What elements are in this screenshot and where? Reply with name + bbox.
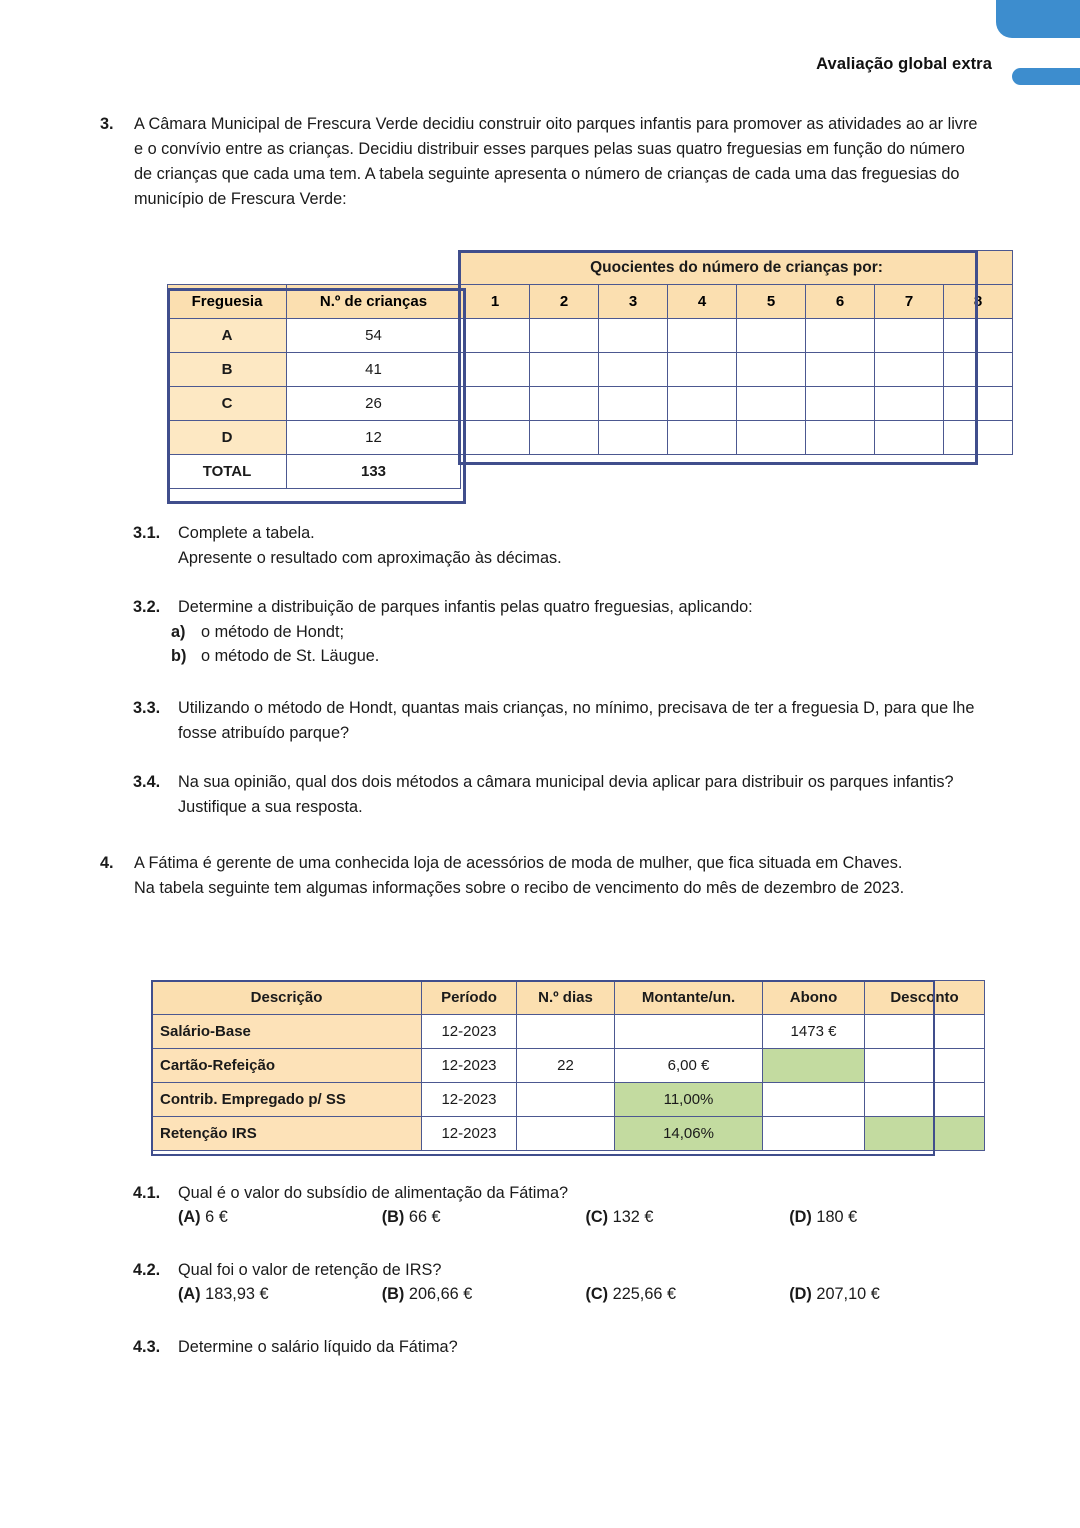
question-3-2 [133,595,993,669]
cell-montante-cartao-refeicao: 6,00 € [615,1049,763,1083]
cell-montante-retencao-irs: 14,06% [615,1117,763,1151]
cell-a-q7[interactable] [875,319,944,353]
column-header-descricao: Descrição [152,981,422,1015]
cell-c-q2[interactable] [530,387,599,421]
cell-b-q2[interactable] [530,353,599,387]
cell-c-q1[interactable] [461,387,530,421]
column-header-freguesia: Freguesia [168,285,287,319]
list-item [133,620,993,644]
cell-desconto-contrib-ss[interactable] [865,1083,985,1117]
decorative-blue-block-top [996,0,1080,38]
cell-b-q5[interactable] [737,353,806,387]
cell-dias-retencao-irs[interactable] [517,1117,615,1151]
option-key-b: (B) [381,1284,405,1303]
option-value-c: 132 € [612,1207,654,1226]
cell-d-q2[interactable] [530,421,599,455]
cell-d-q5[interactable] [737,421,806,455]
column-header-q3: 3 [599,285,668,319]
question-4-2-options [133,1285,993,1304]
table-row-header [152,981,985,1015]
option-key-c: (C) [585,1284,609,1303]
option-4-1-b[interactable] [382,1208,586,1227]
decorative-blue-bar [1012,68,1080,85]
option-value-c: 225,66 € [612,1284,677,1303]
cell-descricao-cartao-refeicao: Cartão-Refeição [152,1049,422,1083]
question-3-2-line-1: Determine a distribuição de parques infantis pelas quatro freguesias, aplicando: [178,598,753,616]
empty-corner-cell-1 [168,251,287,285]
table-row [168,387,1013,421]
option-key-c: (C) [585,1207,609,1226]
question-3-2-options [133,620,993,669]
cell-freguesia-b: B [168,353,287,387]
column-header-q6: 6 [806,285,875,319]
option-4-2-d[interactable] [789,1285,993,1304]
cell-criancas-a: 54 [287,319,461,353]
option-value-b: 66 € [408,1207,441,1226]
question-4-intro [100,851,985,901]
column-header-dias: N.º dias [517,981,615,1015]
cell-c-q8[interactable] [944,387,1013,421]
cell-a-q5[interactable] [737,319,806,353]
table-row-header [168,285,1013,319]
option-4-2-c[interactable] [586,1285,790,1304]
cell-periodo-salario-base: 12-2023 [422,1015,517,1049]
cell-abono-retencao-irs[interactable] [763,1117,865,1151]
cell-a-q4[interactable] [668,319,737,353]
cell-freguesia-d: D [168,421,287,455]
question-3-2-number: 3.2. [133,598,161,616]
question-4-text-1: A Fátima é gerente de uma conhecida loja de acessórios de moda de mulher, que fica situada em Chaves. [134,854,903,872]
question-4-3 [133,1335,993,1360]
question-4-1-number: 4.1. [133,1184,161,1202]
question-3-1 [133,521,993,571]
page-header-title: Avaliação global extra [816,55,992,73]
cell-freguesia-a: A [168,319,287,353]
cell-descricao-salario-base: Salário-Base [152,1015,422,1049]
recibo-table-container [151,980,985,1151]
option-value-d: 207,10 € [816,1284,880,1303]
cell-freguesia-c: C [168,387,287,421]
cell-montante-contrib-ss: 11,00% [615,1083,763,1117]
question-4-1 [133,1181,993,1227]
cell-criancas-d: 12 [287,421,461,455]
question-3-4-number: 3.4. [133,773,161,791]
cell-a-q2[interactable] [530,319,599,353]
column-header-criancas: N.º de crianças [287,285,461,319]
column-header-abono: Abono [763,981,865,1015]
cell-b-q8[interactable] [944,353,1013,387]
quocientes-table-container [167,250,1013,489]
sub-item-text-a: o método de Hondt; [201,622,345,641]
question-3-intro [100,112,980,212]
option-key-b: (B) [381,1207,405,1226]
option-value-a: 183,93 € [205,1284,269,1303]
question-3-text: A Câmara Municipal de Frescura Verde decidiu construir oito parques infantis para promover as atividades ao ar livre e o convívio entre as crianças. Decidiu distribuir esses parques pelas suas quatro freguesias em função do número de crianças que cada uma tem. A tabela seguinte apresenta o número de crianças de cada uma das freguesias do município de Frescura Verde: [134,115,978,208]
cell-periodo-contrib-ss: 12-2023 [422,1083,517,1117]
table-row-spanheader [168,251,1013,285]
column-header-q1: 1 [461,285,530,319]
cell-b-q1[interactable] [461,353,530,387]
cell-total-label: TOTAL [168,455,287,489]
option-4-2-a[interactable] [178,1285,382,1304]
option-value-b: 206,66 € [408,1284,473,1303]
cell-descricao-retencao-irs: Retenção IRS [152,1117,422,1151]
question-4-1-options [133,1208,993,1227]
cell-criancas-c: 26 [287,387,461,421]
option-key-a: (A) [178,1284,201,1303]
cell-abono-cartao-refeicao[interactable] [763,1049,865,1083]
cell-b-q3[interactable] [599,353,668,387]
empty-corner-cell-2 [287,251,461,285]
cell-desconto-cartao-refeicao[interactable] [865,1049,985,1083]
cell-desconto-salario-base[interactable] [865,1015,985,1049]
option-key-d: (D) [789,1284,812,1303]
cell-desconto-retencao-irs[interactable] [865,1117,985,1151]
recibo-table [151,980,985,1151]
cell-c-q5[interactable] [737,387,806,421]
question-3-4 [133,770,993,820]
cell-a-q3[interactable] [599,319,668,353]
cell-dias-contrib-ss[interactable] [517,1083,615,1117]
option-value-a: 6 € [205,1207,228,1226]
sub-item-label-a: a) [171,622,186,641]
option-key-a: (A) [178,1207,201,1226]
question-3-1-line-2: Apresente o resultado com aproximação às décimas. [178,548,562,567]
column-header-q5: 5 [737,285,806,319]
table-row [152,1015,985,1049]
cell-abono-contrib-ss[interactable] [763,1083,865,1117]
cell-b-q6[interactable] [806,353,875,387]
cell-a-q6[interactable] [806,319,875,353]
column-header-montante: Montante/un. [615,981,763,1015]
cell-a-q1[interactable] [461,319,530,353]
question-4-2-prompt: Qual foi o valor de retenção de IRS? [178,1261,442,1279]
cell-b-q4[interactable] [668,353,737,387]
option-value-d: 180 € [816,1207,858,1226]
question-3-3 [133,696,993,746]
question-3-1-line-1: Complete a tabela. [178,524,315,542]
table-row [168,353,1013,387]
column-header-periodo: Período [422,981,517,1015]
quocientes-table [167,250,1013,489]
table-row [152,1117,985,1151]
cell-dias-salario-base[interactable] [517,1015,615,1049]
column-header-q7: 7 [875,285,944,319]
question-3-1-number: 3.1. [133,524,161,542]
cell-dias-cartao-refeicao: 22 [517,1049,615,1083]
option-4-1-a[interactable] [178,1208,382,1227]
table-row-total [168,455,1013,489]
option-4-1-c[interactable] [586,1208,790,1227]
table-row [168,421,1013,455]
cell-d-q3[interactable] [599,421,668,455]
cell-d-q6[interactable] [806,421,875,455]
question-4-3-prompt: Determine o salário líquido da Fátima? [178,1338,458,1356]
cell-d-q4[interactable] [668,421,737,455]
cell-d-q1[interactable] [461,421,530,455]
option-4-1-d[interactable] [789,1208,993,1227]
question-4-1-prompt: Qual é o valor do subsídio de alimentação da Fátima? [178,1184,569,1202]
question-4-2 [133,1258,993,1304]
cell-c-q4[interactable] [668,387,737,421]
sub-item-text-b: o método de St. Läugue. [201,647,380,666]
sub-item-label-b: b) [171,647,187,666]
question-4-number: 4. [100,854,114,872]
cell-a-q8[interactable] [944,319,1013,353]
column-header-q8: 8 [944,285,1013,319]
cell-abono-salario-base: 1473 € [763,1015,865,1049]
option-key-d: (D) [789,1207,812,1226]
option-4-2-b[interactable] [382,1285,586,1304]
list-item [133,644,993,668]
cell-montante-salario-base[interactable] [615,1015,763,1049]
table-row [152,1083,985,1117]
column-header-q2: 2 [530,285,599,319]
column-header-q4: 4 [668,285,737,319]
cell-periodo-cartao-refeicao: 12-2023 [422,1049,517,1083]
empty-total-spill [461,455,1013,489]
cell-criancas-b: 41 [287,353,461,387]
cell-d-q7[interactable] [875,421,944,455]
question-4-3-number: 4.3. [133,1338,161,1356]
question-3-3-number: 3.3. [133,699,161,717]
question-4-text-2: Na tabela seguinte tem algumas informações sobre o recibo de vencimento do mês de dezembro de 2023. [134,878,905,897]
quocientes-span-header: Quocientes do número de crianças por: [461,251,1013,285]
cell-c-q6[interactable] [806,387,875,421]
cell-total-value: 133 [287,455,461,489]
cell-b-q7[interactable] [875,353,944,387]
table-row [152,1049,985,1083]
question-3-3-text: Utilizando o método de Hondt, quantas mais crianças, no mínimo, precisava de ter a freguesia D, para que lhe fosse atribuído parque? [178,699,975,742]
cell-descricao-contrib-ss: Contrib. Empregado p/ SS [152,1083,422,1117]
cell-d-q8[interactable] [944,421,1013,455]
cell-c-q3[interactable] [599,387,668,421]
table-row [168,319,1013,353]
cell-c-q7[interactable] [875,387,944,421]
cell-periodo-retencao-irs: 12-2023 [422,1117,517,1151]
question-3-number: 3. [100,115,114,133]
question-4-2-number: 4.2. [133,1261,161,1279]
question-3-4-text: Na sua opinião, qual dos dois métodos a câmara municipal devia aplicar para distribuir os parques infantis? Justifique a sua resposta. [178,773,954,816]
column-header-desconto: Desconto [865,981,985,1015]
